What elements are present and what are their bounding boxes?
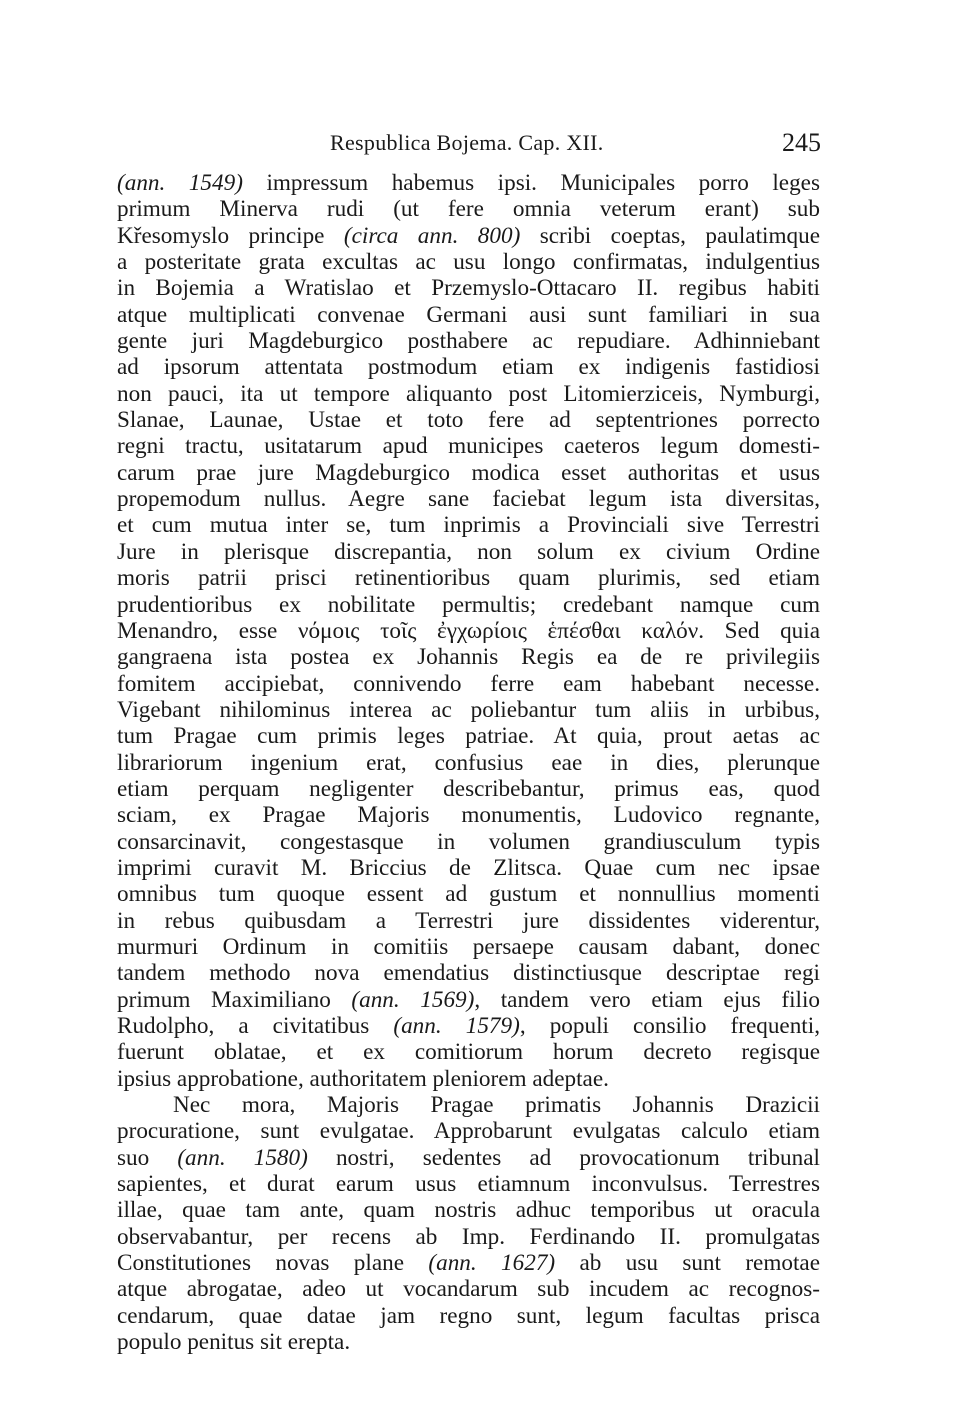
text-line: tum Pragae cum primis leges patriae. At quia, prout aetas ac [117,723,820,750]
text-line: sciam, ex Pragae Majoris monumentis, Ludovico regnante, [117,802,820,829]
text-line: (ann. 1549) impressum habemus ipsi. Municipales porro leges [117,170,820,196]
text-line: Rudolpho, a civitatibus (ann. 1579), populi consilio frequenti, [117,1013,820,1039]
text-line: Slanae, Launae, Ustae et toto fere ad septentriones porrecto [117,407,820,434]
text-line: carum prae jure Magdeburgico modica esset authoritas et usus [117,459,820,486]
text-line: gangraena ista postea ex Johannis Regis ea de re privilegiis [117,644,820,671]
text-line: Menandro, esse νόμοις τοῖς ἐγχωρίοις ἑπέσθαι καλόν. Sed quia [117,617,820,644]
text-line: cendarum, quae datae jam regno sunt, legum facultas prisca [117,1302,820,1329]
page-number: 245 [782,128,821,157]
text-line: primum Maximiliano (ann. 1569), tandem vero etiam ejus filio [117,986,820,1013]
text-line: Constitutiones novas plane (ann. 1627) ab usu sunt remotae [117,1250,820,1277]
text-line: etiam perquam negligenter describebantur, primus eas, quod [117,775,820,802]
text-line: atque abrogatae, adeo ut vocandarum sub incudem ac recognos- [117,1276,820,1303]
body-text [117,170,820,1355]
text-line: observabantur, per recens ab Imp. Ferdinando II. promulgatas [117,1223,820,1250]
text-line: tandem methodo nova emendatius distinctiusque descriptae regi [117,960,820,987]
running-head [0,128,960,158]
paragraph [117,1092,820,1355]
text-line: illae, quae tam ante, quam nostris adhuc temporibus ut oracula [117,1197,820,1224]
text-line: consarcinavit, congestasque in volumen grandiusculum typis [117,828,820,855]
text-line: imprimi curavit M. Briccius de Zlitsca. Quae cum nec ipsae [117,854,820,881]
text-line: sapientes, et durat earum usus etiamnum inconvulsus. Terrestres [117,1171,820,1198]
text-line: Křesomyslo principe (circa ann. 800) scribi coeptas, paulatimque [117,222,820,249]
text-line: Nec mora, Majoris Pragae primatis Johannis Drazicii [173,1092,820,1119]
text-line: populo penitus sit erepta. [117,1329,351,1356]
text-line: primum Minerva rudi (ut fere omnia veterum erant) sub [117,196,820,223]
running-title: Respublica Bojema. Cap. XII. [330,130,604,155]
text-line: fuerunt oblatae, et ex comitiorum horum decreto regisque [117,1039,820,1066]
text-line: in rebus quibusdam a Terrestri jure dissidentes viderentur, [117,907,820,934]
paragraph [117,170,820,1092]
text-line: fomitem accipiebat, connivendo ferre eam habebant necesse. [117,670,820,697]
text-line: gente juri Magdeburgico posthabere ac repudiare. Adhinniebant [117,328,820,355]
text-line: murmuri Ordinum in comitiis persaepe causam dabant, donec [117,933,820,960]
text-line: omnibus tum quoque essent ad gustum et nonnullius momenti [117,881,820,908]
text-line: procuratione, sunt evulgatae. Approbarunt evulgatas calculo etiam [117,1118,820,1145]
text-line: et cum mutua inter se, tum inprimis a Provinciali sive Terrestri [117,512,820,539]
text-line: Vigebant nihilominus interea ac poliebantur tum aliis in urbibus, [117,696,820,723]
text-line: a posteritate grata excultas ac usu longo confirmatas, indulgentius [117,249,820,276]
text-line: in Bojemia a Wratislao et Przemyslo-Ottacaro II. regibus habiti [117,275,820,302]
text-line: atque multiplicati convenae Germani ausi sunt familiari in sua [117,301,820,328]
text-line: suo (ann. 1580) nostri, sedentes ad provocationum tribunal [117,1144,820,1171]
text-line: regni tractu, usitatarum apud municipes caeteros legum domesti- [117,433,820,460]
text-line: ipsius approbatione, authoritatem pleniorem adeptae. [117,1065,609,1092]
text-line: non pauci, ita ut tempore aliquanto post Litomierziceis, Nymburgi, [117,380,820,407]
text-line: Jure in plerisque discrepantia, non solum ex civium Ordine [117,538,820,565]
text-line: ad ipsorum attentata postmodum etiam ex indigenis fastidiosi [117,354,820,381]
text-line: propemodum nullus. Aegre sane faciebat legum ista diversitas, [117,486,820,513]
text-line: librariorum ingenium erat, confusius eae in dies, plerunque [117,749,820,776]
text-line: moris patrii prisci retinentioribus quam plurimis, sed etiam [117,565,820,592]
text-line: prudentioribus ex nobilitate permultis; credebant namque cum [117,591,820,618]
